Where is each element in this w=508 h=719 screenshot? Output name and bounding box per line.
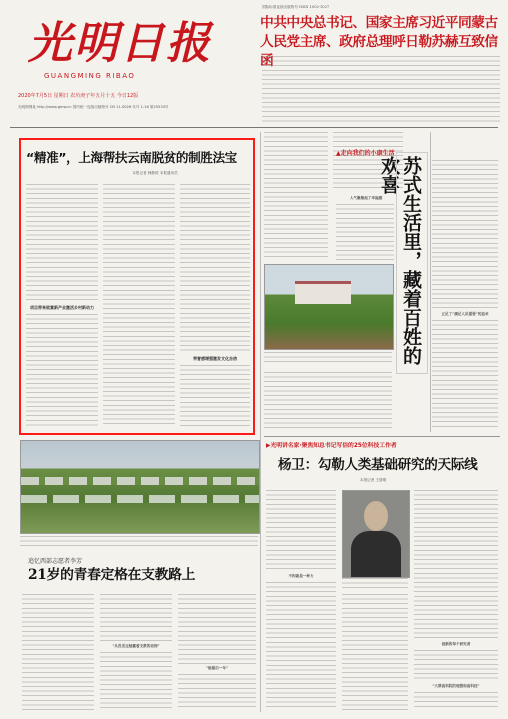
lead-headline-line2: 人民党主席、政府总理呼日勒苏赫互致信函	[260, 34, 498, 69]
science-subhead1: 不拘就是一种力	[288, 574, 314, 578]
bottom-col2-b	[100, 652, 172, 710]
science-banner: ▶光明讲名家·聚焦知总书记写信的25位科技工作者	[266, 443, 397, 449]
feature-col1-text	[26, 184, 98, 302]
column-text-right-b	[432, 320, 498, 428]
farm-photo	[20, 440, 260, 534]
photo-caption	[264, 352, 392, 366]
feature-col2-text	[103, 184, 175, 428]
bottom-col3-b	[178, 674, 256, 710]
bottom-kicker: 追忆西部志愿者李芳	[28, 558, 83, 565]
lead-headline-line1: 中共中央总书记、国家主席习近平同蒙古	[260, 15, 498, 31]
middle-col-text	[264, 132, 328, 260]
masthead-pinyin: GUANGMING RIBAO	[44, 72, 136, 80]
column-subhead1: 人气聚集起了幸福感	[349, 196, 383, 200]
bottom-headline: 21岁的青春定格在支教路上	[28, 567, 196, 583]
science-subhead2: 创新的每个研究者	[441, 642, 471, 646]
column-subhead2: 立足丁“满足人民需要”的追求	[441, 312, 489, 316]
masthead-issue: 光明网网址 http://www.gmw.cn 国内统一连续出版物号 CN 11-0026 代号 1-16 第25533号	[18, 105, 169, 109]
science-col1	[266, 490, 336, 572]
column-headline-frame	[378, 152, 428, 374]
portrait-face	[364, 501, 388, 531]
middle-col-text-c	[264, 372, 392, 428]
village-photo	[264, 264, 394, 350]
feature-subhead2: 荣誉感增强激发文化自信	[193, 356, 237, 361]
science-headline: 杨卫：勾勒人类基础研究的天际线	[278, 457, 478, 473]
science-col1-b	[266, 582, 336, 710]
feature-subhead1: 项目带来致富新产业激活乡村新动力	[30, 305, 94, 310]
greenhouse-row-1	[21, 477, 259, 485]
science-subhead3: “大牌高科院的理想和高科技”	[432, 684, 480, 688]
feature-col3-text-b	[180, 365, 250, 428]
column-headline: 苏式生活里，藏着百姓的欢喜	[378, 156, 422, 365]
building	[295, 281, 351, 304]
portrait-photo	[342, 490, 410, 578]
science-col3	[414, 490, 498, 640]
science-col2	[342, 594, 408, 710]
series-banner	[336, 140, 496, 157]
science-col3-b	[414, 650, 498, 680]
feature-col3-text	[180, 184, 250, 352]
science-divider	[264, 436, 500, 437]
farm-photo-caption	[20, 536, 258, 546]
bottom-col3	[178, 594, 256, 664]
portrait-caption	[342, 578, 408, 588]
column-rule	[260, 132, 261, 712]
masthead-divider	[10, 127, 498, 128]
feature-headline: “精准”，上海帮扶云南脱贫的制胜法宝	[26, 150, 237, 165]
lead-body-text	[262, 56, 500, 122]
series-banner-label: ▲走向我们的小康生活	[336, 150, 395, 157]
science-byline: 本报记者 王德明	[360, 478, 387, 482]
science-col3-c	[414, 692, 498, 710]
column-rule	[430, 132, 431, 432]
bottom-subhead2: “她最后一年”	[205, 666, 229, 670]
feature-byline: 本报记者 韩静波 本报通讯员	[132, 171, 178, 175]
lead-meta: 国际标准连续出版物号 ISSN 1002-1027	[262, 5, 330, 9]
portrait-suit	[351, 531, 401, 577]
greenhouse-row-2	[21, 495, 259, 503]
bottom-col1	[22, 594, 94, 710]
bottom-col2	[100, 594, 172, 642]
bottom-subhead1: “从没见过她戴着支教的老师”	[112, 644, 160, 648]
column-text-right	[432, 160, 498, 310]
feature-col1-text-b	[26, 314, 98, 428]
masthead-date: 2020年7月5日 星期日 农历庚子年五月十五 今日12版	[18, 93, 139, 99]
masthead-logo: 光明日报	[28, 18, 212, 69]
